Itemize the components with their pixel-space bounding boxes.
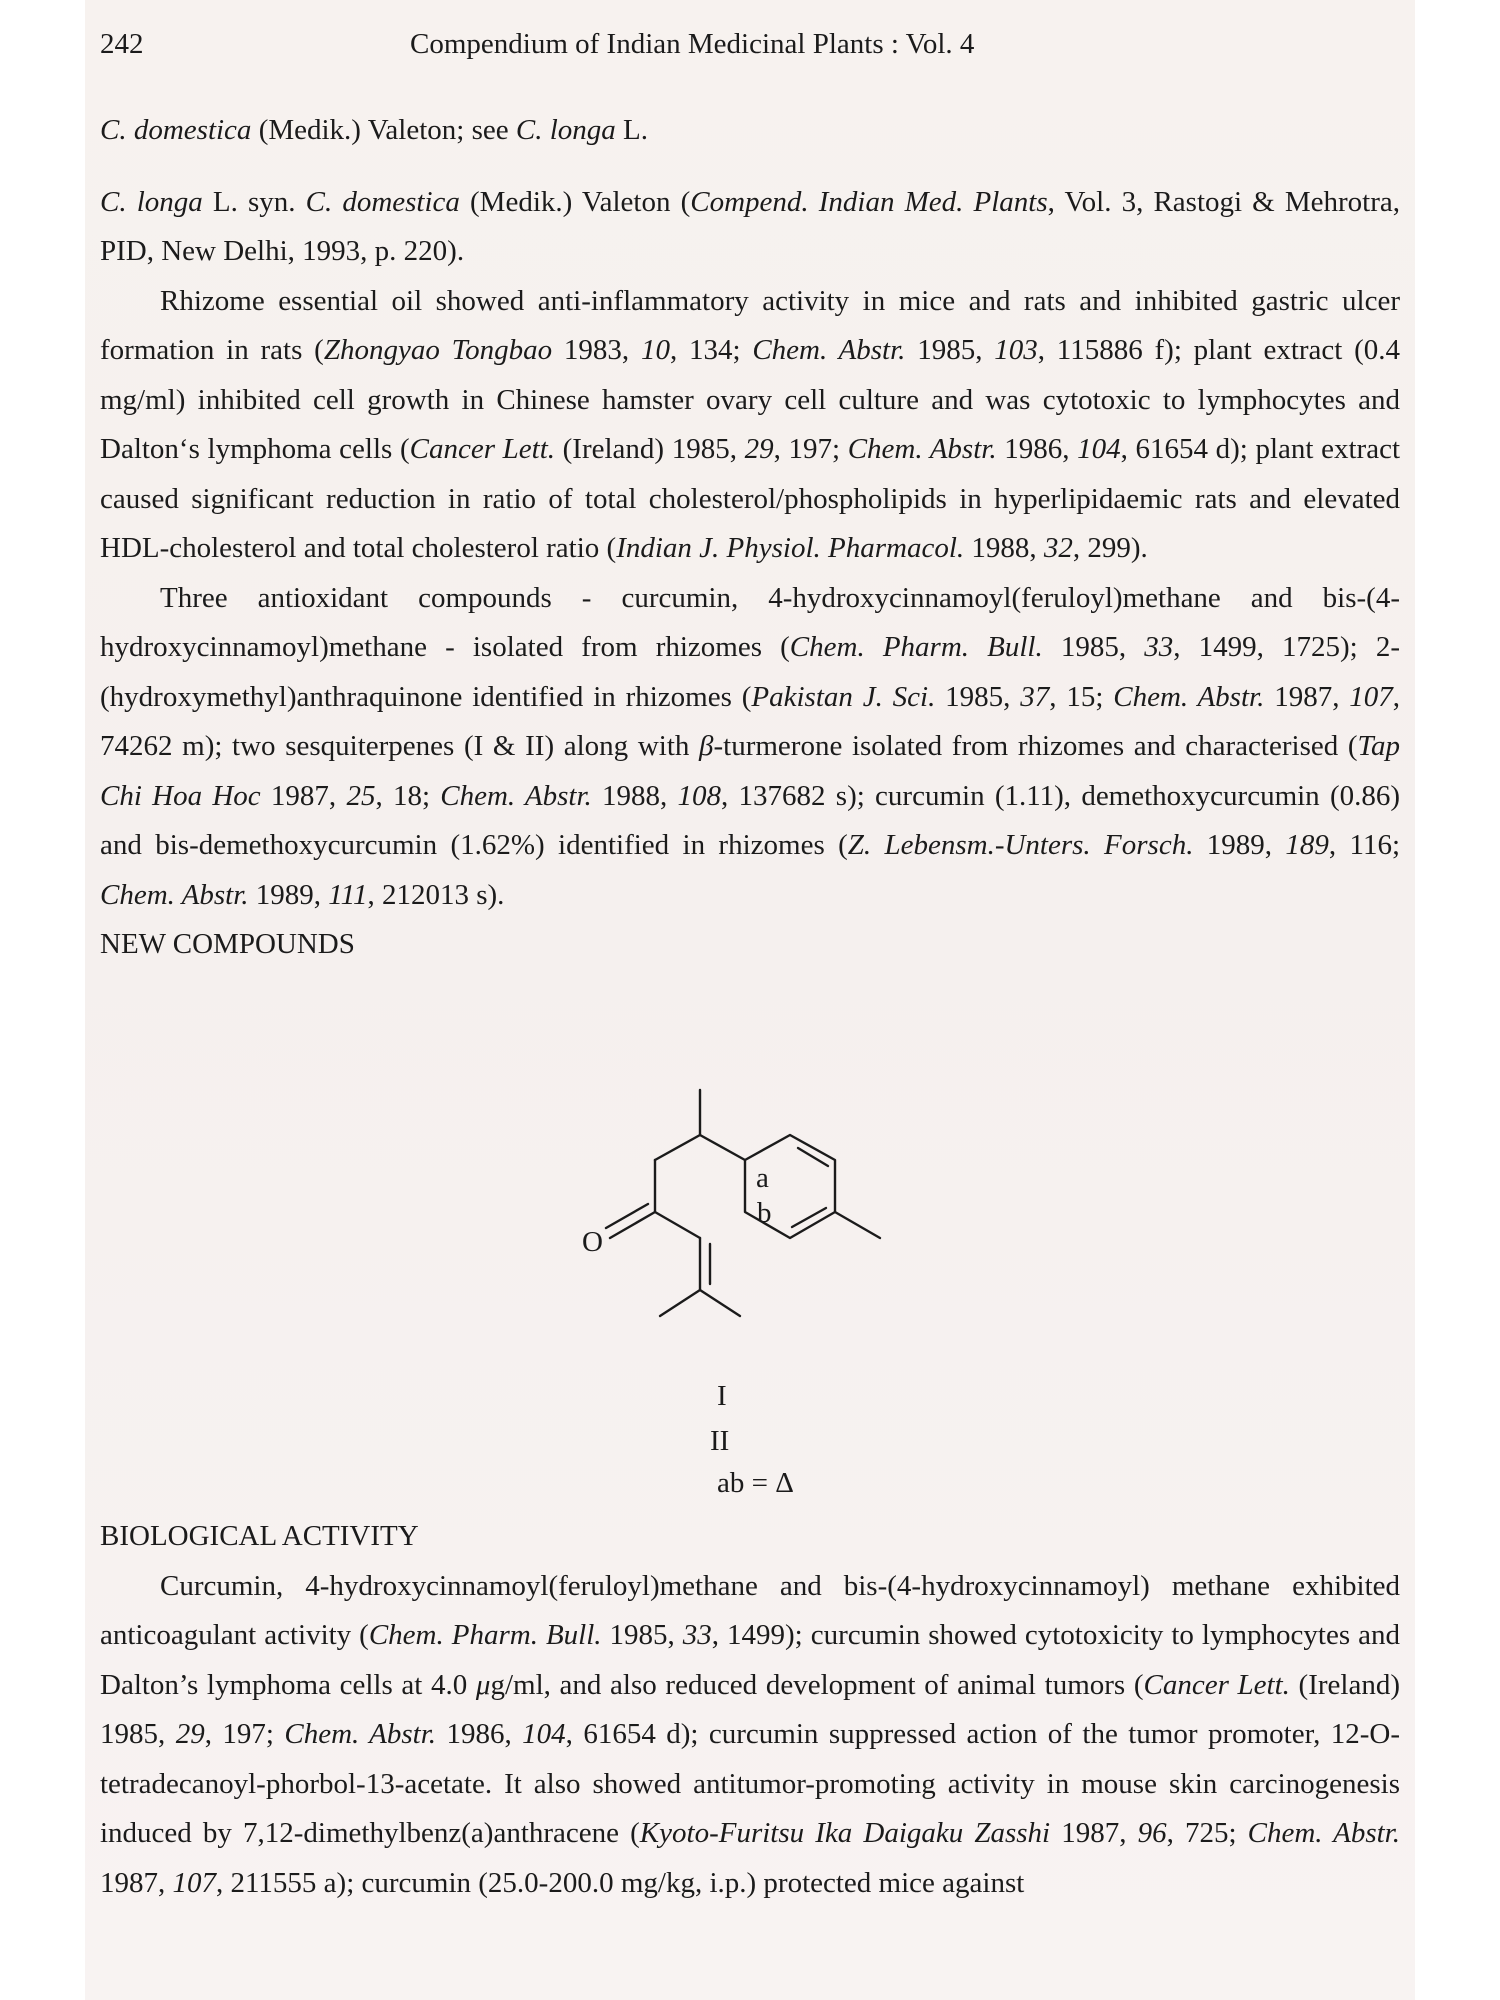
compound-label-ii: II bbox=[710, 1425, 730, 1457]
atom-label-a: a bbox=[756, 1162, 769, 1194]
entry-c-domestica: C. domestica (Medik.) Valeton; see C. longa L. bbox=[100, 114, 648, 146]
atom-label-oxygen: O bbox=[582, 1226, 603, 1258]
paragraph-essential-oil: Rhizome essential oil showed anti-inflammatory activity in mice and rats and inhibited gastric ulcer formation in rats (Zhongyao Tongbao 1983, 10, 134; Chem. Abstr. 1985, 103, 115886 f); plant extract (0.4 mg/ml) inhibited cell growth in Chinese hamster ovary cell culture and was cytotoxic to lymphocytes and Dalton‘s lymphoma cells (Cancer Lett. (Ireland) 1985, 29, 197; Chem. Abstr. 1986, 104, 61654 d); plant extract caused significant reduction in ratio of total cholesterol/phospholipids in hyperlipidaemic rats and elevated HDL-cholesterol and total cholesterol ratio (Indian J. Physiol. Pharmacol. 1988, 32, 299). bbox=[100, 284, 1401, 564]
paragraph-biological-activity: Curcumin, 4-hydroxycinnamoyl(feruloyl)methane and bis-(4-hydroxycinnamoyl) methane exhibited anticoagulant activity (Chem. Pharm. Bull. 1985, 33, 1499); curcumin showed cytotoxicity to lymphocytes and Dalton’s lymphoma cells at 4.0 μg/ml, and also reduced development of animal tumors (Cancer Lett. (Ireland) 1985, 29, 197; Chem. Abstr. 1986, 104, 61654 d); curcumin suppressed action of the tumor promoter, 12-O-tetradecanoyl-phorbol-13-acetate. It also showed antitumor-promoting activity in mouse skin carcinogenesis induced by 7,12-dimethylbenz(a)anthracene (Kyoto-Furitsu Ika Daigaku Zasshi 1987, 96, 725; Chem. Abstr. 1987, 107, 211555 a); curcumin (25.0-200.0 mg/kg, i.p.) protected mice against bbox=[100, 1569, 1401, 1899]
structure-caption: ab = Δ bbox=[717, 1467, 794, 1499]
paragraph-antioxidant-compounds: Three antioxidant compounds - curcumin, 4-hydroxycinnamoyl(feruloyl)methane and bis-(4-hydroxycinnamoyl)methane - isolated from rhizomes (Chem. Pharm. Bull. 1985, 33, 1499, 1725); 2-(hydroxymethyl)anthraquinone identified in rhizomes (Pakistan J. Sci. 1985, 37, 15; Chem. Abstr. 1987, 107, 74262 m); two sesquiterpenes (I & II) along with β-turmerone isolated from rhizomes and characterised (Tap Chi Hoa Hoc 1987, 25, 18; Chem. Abstr. 1988, 108, 137682 s); curcumin (1.11), demethoxycurcumin (0.86) and bis-demethoxycurcumin (1.62%) identified in rhizomes (Z. Lebensm.-Unters. Forsch. 1989, 189, 116; Chem. Abstr. 1989, 111, 212013 s). bbox=[100, 581, 1401, 911]
page-number: 242 bbox=[100, 28, 144, 60]
text-block-lower bbox=[100, 1512, 1400, 1908]
text-block-upper bbox=[100, 106, 1400, 970]
atom-label-b: b bbox=[757, 1197, 772, 1229]
entry-c-longa: C. longa L. syn. C. domestica (Medik.) Valeton (Compend. Indian Med. Plants, Vol. 3, Rastogi & Mehrotra, PID, New Delhi, 1993, p. 220). bbox=[100, 185, 1400, 267]
structure-drawing bbox=[560, 1080, 960, 1500]
page-header bbox=[100, 28, 1400, 72]
running-title: Compendium of Indian Medicinal Plants : Vol. 4 bbox=[410, 28, 975, 60]
heading-new-compounds: NEW COMPOUNDS bbox=[100, 928, 355, 960]
compound-label-i: I bbox=[717, 1380, 727, 1412]
chemical-structure-sesquiterpene bbox=[560, 1080, 960, 1500]
heading-biological-activity: BIOLOGICAL ACTIVITY bbox=[100, 1520, 419, 1552]
